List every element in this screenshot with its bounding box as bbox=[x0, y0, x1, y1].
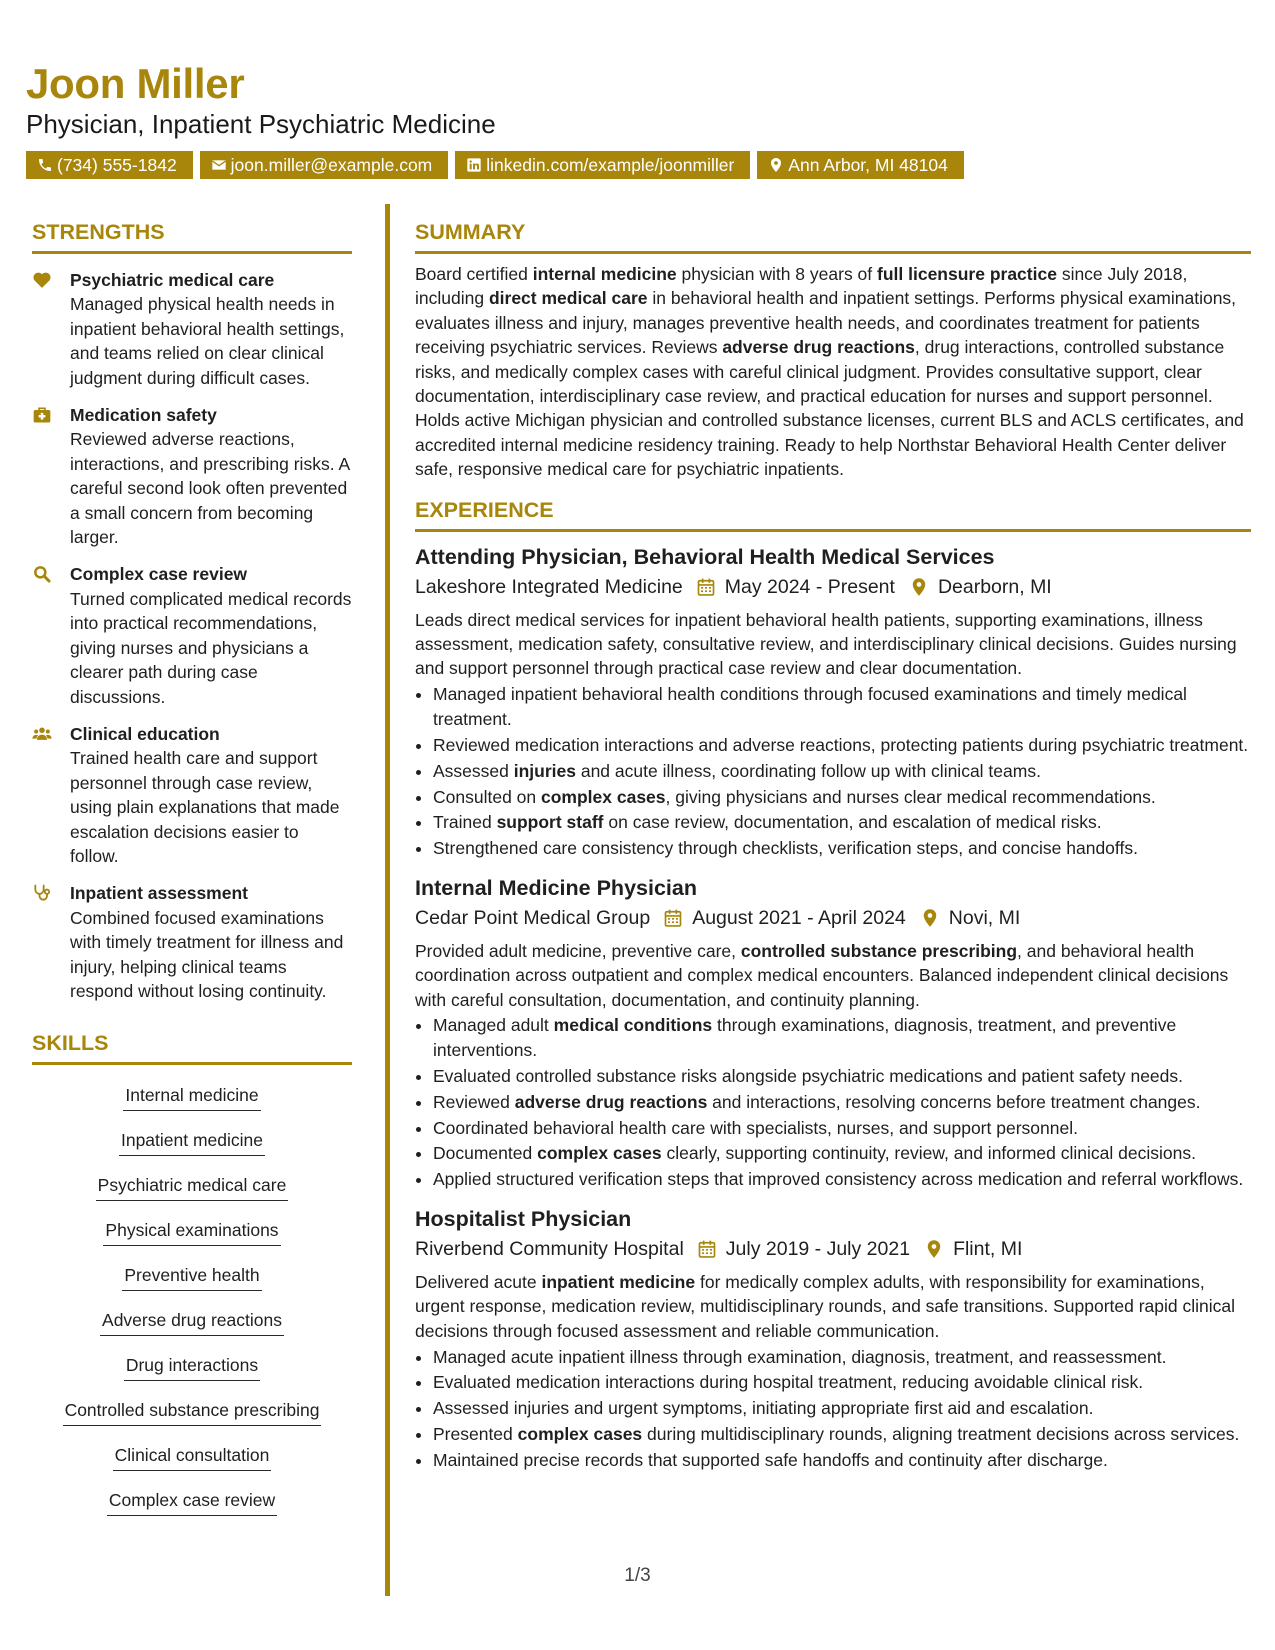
experience-entry bbox=[415, 873, 1251, 1192]
users-icon bbox=[32, 724, 52, 744]
medkit-icon bbox=[32, 405, 52, 425]
job-location: Flint, MI bbox=[953, 1237, 1023, 1260]
job-bullet: • Managed acute inpatient illness through examination, diagnosis, treatment, and reassessment. bbox=[433, 1345, 1251, 1369]
strength-title: Inpatient assessment bbox=[70, 883, 248, 904]
strength-description: Trained health care and support personnel through case review, using plain explanations that made escalation decisions easier to follow. bbox=[70, 748, 340, 866]
job-bullet: • Evaluated medication interactions during hospital treatment, reducing avoidable clinical risk. bbox=[433, 1370, 1251, 1394]
job-bullet: • Managed adult medical conditions through examinations, diagnosis, treatment, and preventive interventions. bbox=[433, 1013, 1251, 1062]
stethoscope-icon bbox=[32, 883, 52, 903]
page-indicator: 1/3 bbox=[624, 1565, 651, 1586]
job-bullet: • Presented complex cases during multidisciplinary rounds, aligning treatment decisions across services. bbox=[433, 1422, 1251, 1446]
company-name: Lakeshore Integrated Medicine bbox=[415, 575, 683, 598]
skill-tag: Adverse drug reactions bbox=[100, 1308, 284, 1336]
strength-description: Reviewed adverse reactions, interactions, and prescribing risks. A careful second look often prevented a small concern from becoming larger. bbox=[70, 429, 350, 548]
contact-location bbox=[757, 151, 964, 179]
job-bullets bbox=[415, 682, 1251, 860]
experience-entry bbox=[415, 542, 1251, 861]
job-bullet: • Trained support staff on case review, documentation, and escalation of medical risks. bbox=[433, 810, 1251, 834]
search-icon bbox=[32, 564, 52, 584]
skill-tag: Controlled substance prescribing bbox=[63, 1398, 322, 1426]
skill-tag: Psychiatric medical care bbox=[96, 1173, 289, 1201]
contact-email[interactable] bbox=[200, 151, 449, 179]
skill-tag: Physical examinations bbox=[103, 1218, 280, 1246]
summary-text: Board certified internal medicine physician with 8 years of full licensure practice since July 2018, including direct medical care in behavioral health and inpatient settings. Performs physical examinations, evaluates illness and injury, manages preventive health needs, and coordinates treatment for patients receiving psychiatric services. Reviews adverse drug reactions, drug interactions, controlled substance risks, and medically complex cases with careful clinical judgment. Provides consultative support, clear documentation, interdisciplinary case review, and practical education for nurses and support personnel. Holds active Michigan physician and controlled substance licenses, current BLS and ACLS certificates, and accredited internal medicine residency training. Ready to help Northstar Behavioral Health Center deliver safe, responsive medical care for psychiatric inpatients. bbox=[415, 264, 1244, 480]
skill-tag: Clinical consultation bbox=[113, 1443, 272, 1471]
column-divider bbox=[385, 204, 390, 1596]
candidate-title: Physician, Inpatient Psychiatric Medicine bbox=[26, 109, 496, 140]
job-bullets bbox=[415, 1013, 1251, 1191]
job-bullet: • Maintained precise records that supported safe handoffs and continuity after discharge. bbox=[433, 1448, 1251, 1472]
job-description: Leads direct medical services for inpatient behavioral health patients, supporting examinations, illness assessment, medication safety, consultative review, and interdisciplinary clinical decisions. Guides nursing and support personnel through practical case review and clear documentation. bbox=[415, 609, 1237, 679]
company-name: Cedar Point Medical Group bbox=[415, 906, 651, 929]
job-bullet: • Evaluated controlled substance risks alongside psychiatric medications and patient safety needs. bbox=[433, 1064, 1251, 1088]
phone-text: (734) 555-1842 bbox=[57, 155, 177, 176]
job-dates: August 2021 - April 2024 bbox=[692, 906, 906, 929]
candidate-name: Joon Miller bbox=[26, 60, 245, 107]
contact-phone[interactable] bbox=[26, 151, 193, 179]
email-text: joon.miller@example.com bbox=[230, 155, 433, 176]
strength-item bbox=[32, 562, 352, 708]
skill-tag: Complex case review bbox=[107, 1488, 277, 1516]
job-meta bbox=[415, 572, 1251, 602]
location-text: Ann Arbor, MI 48104 bbox=[788, 155, 948, 176]
strengths-heading: STRENGTHS bbox=[32, 218, 352, 254]
skill-tag: Inpatient medicine bbox=[119, 1128, 265, 1156]
job-location: Dearborn, MI bbox=[937, 575, 1052, 598]
summary-heading: SUMMARY bbox=[415, 218, 1251, 254]
resume-header bbox=[26, 60, 1256, 179]
skill-tag: Drug interactions bbox=[124, 1353, 260, 1381]
strength-item bbox=[32, 268, 352, 390]
job-bullet: • Applied structured verification steps that improved consistency across medication and referral workflows. bbox=[433, 1167, 1251, 1191]
left-column bbox=[32, 218, 352, 1527]
job-bullet: • Assessed injuries and urgent symptoms, initiating appropriate first aid and escalation. bbox=[433, 1396, 1251, 1420]
job-title: Hospitalist Physician bbox=[415, 1206, 632, 1231]
job-bullet: • Coordinated behavioral health care with specialists, nurses, and support personnel. bbox=[433, 1116, 1251, 1140]
job-description: Delivered acute inpatient medicine for medically complex adults, with responsibility for examinations, urgent response, medication review, multidisciplinary rounds, and safe transitions. Supported rapid clinical decisions through focused assessment and reliable communication. bbox=[415, 1271, 1236, 1341]
strength-description: Combined focused examinations with timely treatment for illness and injury, helping clinical teams respond without losing continuity. bbox=[70, 907, 344, 1001]
strength-title: Medication safety bbox=[70, 405, 217, 426]
envelope-icon bbox=[211, 157, 227, 173]
phone-icon bbox=[37, 157, 53, 173]
contact-linkedin[interactable] bbox=[455, 151, 750, 179]
job-bullet: • Consulted on complex cases, giving physicians and nurses clear medical recommendations. bbox=[433, 785, 1251, 809]
calendar-icon bbox=[696, 577, 716, 597]
linkedin-icon bbox=[466, 157, 482, 173]
heart-icon bbox=[32, 270, 52, 290]
job-bullet: • Reviewed medication interactions and adverse reactions, protecting patients during psychiatric treatment. bbox=[433, 733, 1251, 757]
experience-heading: EXPERIENCE bbox=[415, 496, 1251, 532]
company-name: Riverbend Community Hospital bbox=[415, 1237, 684, 1260]
calendar-icon bbox=[697, 1239, 717, 1259]
strength-description: Turned complicated medical records into practical recommendations, giving nurses and physicians a clearer path during case discussions. bbox=[70, 588, 352, 707]
job-bullet: • Strengthened care consistency through checklists, verification steps, and concise handoffs. bbox=[433, 836, 1251, 860]
map-pin-icon bbox=[924, 1239, 944, 1259]
job-bullet: • Managed inpatient behavioral health conditions through focused examinations and timely medical treatment. bbox=[433, 682, 1251, 731]
map-pin-icon bbox=[768, 157, 784, 173]
job-bullets bbox=[415, 1345, 1251, 1473]
job-bullet: • Documented complex cases clearly, supporting continuity, review, and informed clinical decisions. bbox=[433, 1141, 1251, 1165]
strength-title: Clinical education bbox=[70, 723, 220, 744]
job-dates: July 2019 - July 2021 bbox=[725, 1237, 911, 1260]
strength-description: Managed physical health needs in inpatient behavioral health settings, and teams relied on clear clinical judgment during difficult cases. bbox=[70, 294, 345, 388]
skill-tag: Preventive health bbox=[122, 1263, 261, 1291]
skills-list bbox=[32, 1077, 352, 1527]
strength-title: Psychiatric medical care bbox=[70, 270, 275, 290]
calendar-icon bbox=[663, 908, 683, 928]
strength-item bbox=[32, 403, 352, 549]
job-bullet: • Reviewed adverse drug reactions and interactions, resolving concerns before treatment changes. bbox=[433, 1090, 1251, 1114]
map-pin-icon bbox=[920, 908, 940, 928]
job-meta bbox=[415, 903, 1251, 933]
linkedin-text: linkedin.com/example/joonmiller bbox=[486, 155, 735, 176]
job-meta bbox=[415, 1234, 1251, 1264]
job-title: Attending Physician, Behavioral Health Medical Services bbox=[415, 544, 995, 569]
job-description: Provided adult medicine, preventive care, controlled substance prescribing, and behavioral health coordination across outpatient and complex medical encounters. Balanced independent clinical decisions with careful consultation, documentation, and continuity planning. bbox=[415, 940, 1229, 1010]
strength-title: Complex case review bbox=[70, 564, 248, 585]
skill-tag: Internal medicine bbox=[123, 1083, 260, 1111]
skills-heading: SKILLS bbox=[32, 1029, 352, 1065]
job-location: Novi, MI bbox=[948, 906, 1021, 929]
job-title: Internal Medicine Physician bbox=[415, 875, 697, 900]
map-pin-icon bbox=[909, 577, 929, 597]
job-dates: May 2024 - Present bbox=[724, 575, 895, 598]
job-bullet: • Assessed injuries and acute illness, coordinating follow up with clinical teams. bbox=[433, 759, 1251, 783]
contact-bar bbox=[26, 151, 1256, 179]
right-column bbox=[415, 218, 1251, 1473]
experience-entry bbox=[415, 1204, 1251, 1473]
strength-item bbox=[32, 881, 352, 1003]
strength-item bbox=[32, 722, 352, 868]
